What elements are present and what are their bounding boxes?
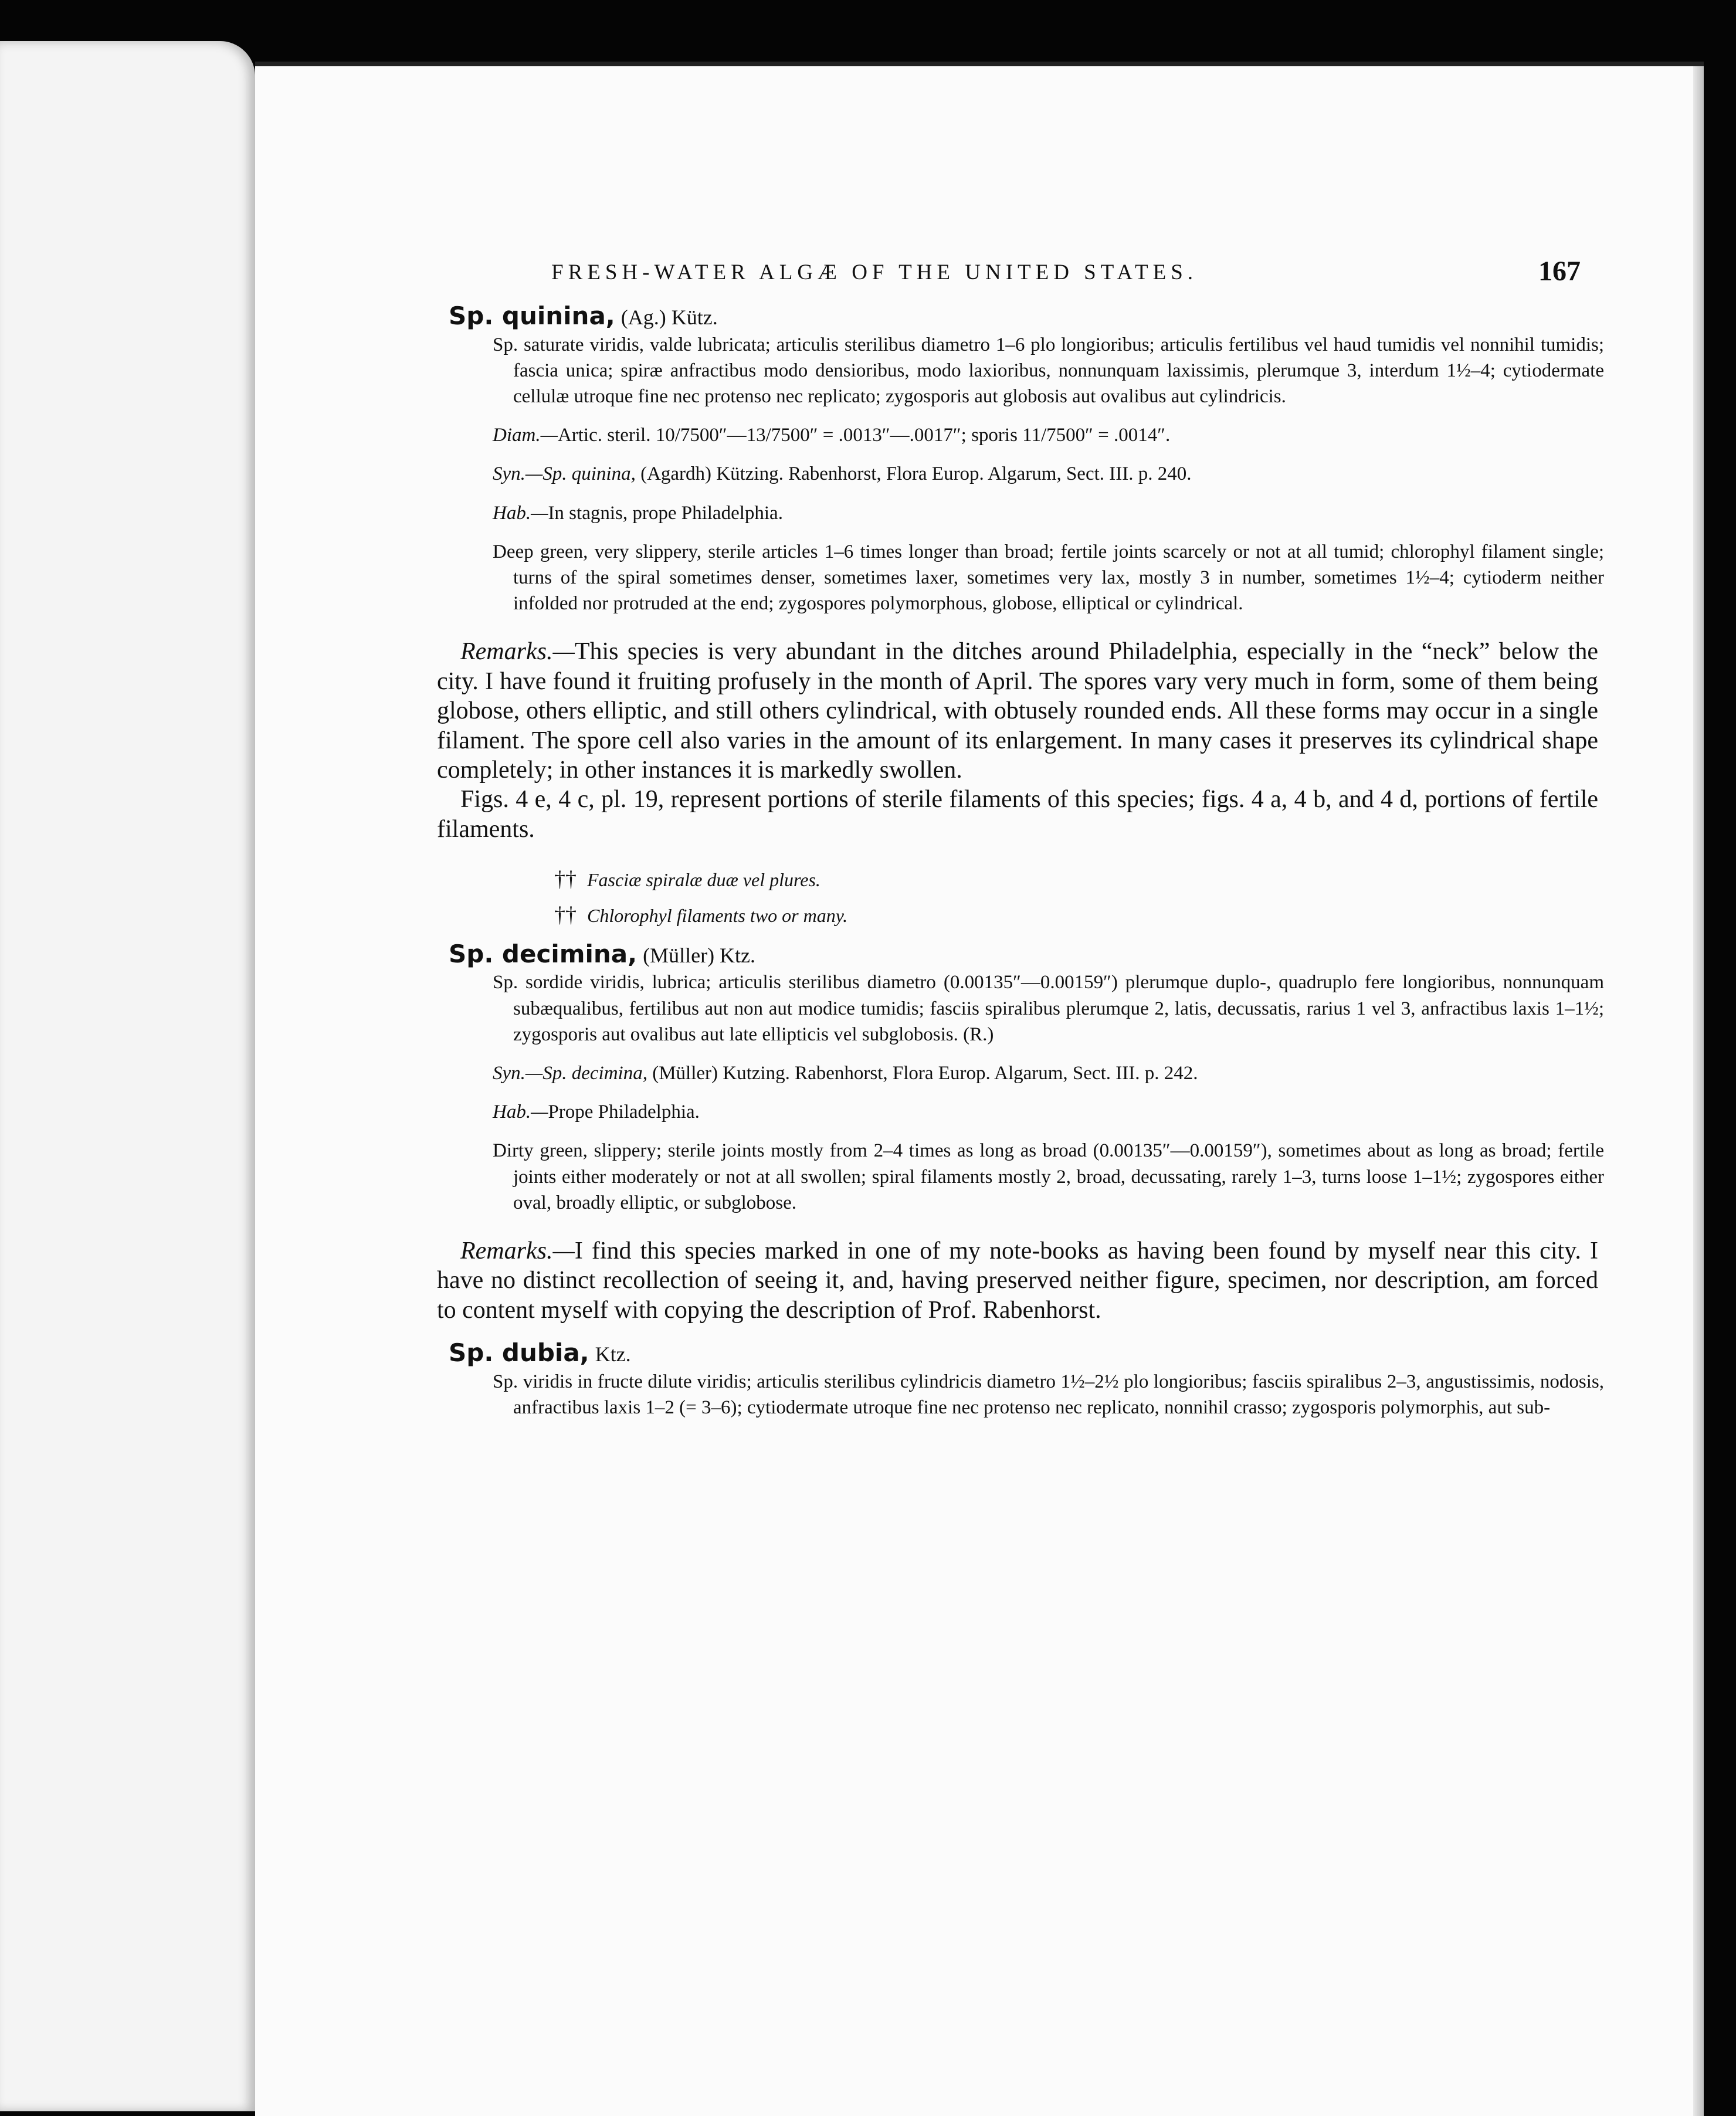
species-description-decimina (493, 969, 1604, 1216)
running-head (449, 256, 1616, 301)
species-name: Sp. decimina, (449, 939, 638, 968)
species-heading-quinina (449, 301, 1616, 332)
synonymy-line: Syn.—Sp. quinina, (Agardh) Kützing. Rabenhorst, Flora Europ. Algarum, Sect. III. p. 240. (493, 463, 1192, 485)
page-content (437, 256, 1616, 1433)
division-heading (554, 862, 1616, 933)
remarks-decimina (437, 1236, 1598, 1325)
diameter-line: Diam.—Artic. steril. 10/7500″—13/7500″ = .0013″—.0017″; sporis 11/7500″ = .0014″. (493, 425, 1171, 446)
english-description: Deep green, very slippery, sterile articles 1–6 times longer than broad; fertile joints scarcely or not at all tumid; chlorophyl filament single; turns of the spiral sometimes denser, sometimes laxer, sometimes very lax, mostly 3 in number, sometimes 1½–4; cytioderm neither infolded nor protruded at the end; zygospores polymorphous, globose, elliptical or cylindrical. (493, 541, 1604, 615)
running-title: FRESH-WATER ALGÆ OF THE UNITED STATES. (551, 260, 1198, 284)
species-description-quinina (493, 332, 1604, 617)
remarks-paragraph: Remarks.—This species is very abundant in the ditches around Philadelphia, especially in the “neck” below the city. I have found it fruiting profusely in the month of April. The spores vary very much in form, some of them being globose, others elliptic, and still others cylindrical, with obtusely rounded ends. All these forms may occur in a single filament. The spore cell also varies in the amount of its enlargement. In many cases it preserves its cylindrical shape completely; in other instances it is markedly swollen. (437, 638, 1598, 784)
page-edge-shadow (1693, 66, 1704, 2116)
species-name: Sp. dubia, (449, 1338, 589, 1368)
division-english: †† Chlorophyl filaments two or many. (554, 903, 848, 927)
species-author: Ktz. (595, 1342, 631, 1366)
species-description-dubia (493, 1369, 1604, 1420)
division-latin: †† Fasciæ spiralæ duæ vel plures. (554, 867, 820, 892)
species-author: (Ag.) Kütz. (621, 306, 718, 329)
latin-diagnosis: Sp. viridis in fructe dilute viridis; articulis sterilibus cylindricis diametro 1½–2½ plo longioribus; fasciis spiralibus 2–3, angustissimis, nodosis, anfractibus laxis 1–2 (= 3–6); cytiodermate utroque fine nec protenso nec replicato, nonnihil crasso; zygosporis polymorphis, aut sub- (493, 1371, 1604, 1418)
facing-page-edge (0, 41, 255, 2111)
remarks-quinina (437, 637, 1598, 844)
latin-diagnosis: Sp. sordide viridis, lubrica; articulis sterilibus diametro (0.00135″—0.00159″) plerumque duplo-, quadruplo fere longioribus, nonnunquam subæqualibus, fertilibus aut non aut modice tumidis; fasciis spiralibus plerumque 2, latis, decussatis, rarius 1 vel 3, anfractibus laxis 1–1½; zygosporis aut ovalibus aut late ellipticis vel subglobosis. (R.) (493, 972, 1604, 1045)
species-name: Sp. quinina, (449, 301, 615, 330)
page-number: 167 (1538, 256, 1581, 287)
figures-paragraph: Figs. 4 e, 4 c, pl. 19, represent portions of sterile filaments of this species; figs. 4 a, 4 b, and 4 d, portions of fertile filaments. (437, 786, 1598, 843)
book-page (255, 62, 1704, 2116)
species-author: (Müller) Ktz. (643, 943, 756, 967)
remarks-paragraph: Remarks.—I find this species marked in one of my note-books as having been found by myself near this city. I have no distinct recollection of seeing it, and, having preserved neither figure, specimen, nor description, am forced to content myself with copying the description of Prof. Rabenhorst. (437, 1237, 1598, 1324)
english-description: Dirty green, slippery; sterile joints mostly from 2–4 times as long as broad (0.00135″—0.00159″), sometimes about as long as broad; fertile joints either moderately or not at all swollen; spiral filaments mostly 2, broad, decussating, rarely 1–3, turns loose 1–1½; zygospores either oval, broadly elliptic, or subglobose. (493, 1140, 1604, 1213)
latin-diagnosis: Sp. saturate viridis, valde lubricata; articulis sterilibus diametro 1–6 plo longioribus; articulis fertilibus vel haud tumidis vel nonnihil tumidis; fascia unica; spiræ anfractibus modo densioribus, modo laxioribus, nonnunquam laxissimis, plerumque 3, interdum 1½–4; cytiodermate cellulæ utroque fine nec protenso nec replicato; zygosporis aut globosis aut ovalibus aut cylindricis. (493, 334, 1604, 407)
habitat-line: Hab.—Prope Philadelphia. (493, 1101, 700, 1123)
habitat-line: Hab.—In stagnis, prope Philadelphia. (493, 502, 783, 524)
species-heading-dubia (449, 1338, 1616, 1369)
species-heading-decimina (449, 939, 1616, 970)
synonymy-line: Syn.—Sp. decimina, (Müller) Kutzing. Rabenhorst, Flora Europ. Algarum, Sect. III. p. 242. (493, 1062, 1198, 1084)
